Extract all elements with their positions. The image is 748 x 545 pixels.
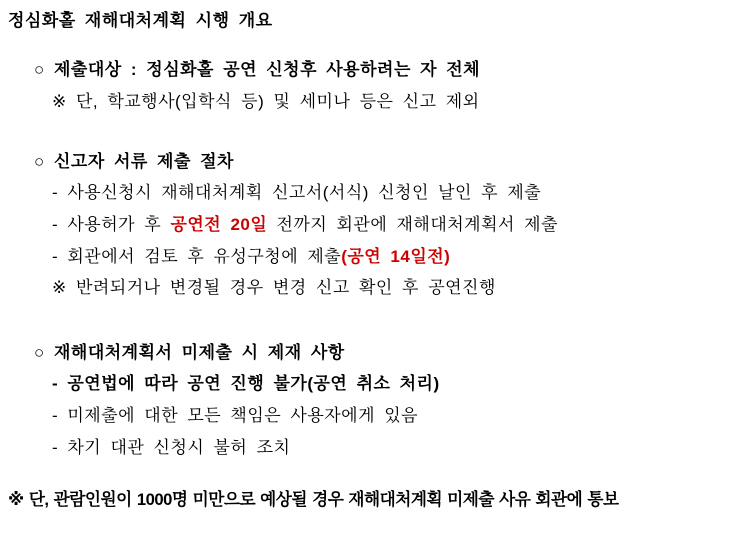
procedure-item3-red-highlight: (공연 14일전) [341,247,451,266]
procedure-item-deadline-20days [52,214,558,236]
section-procedure-heading: ○ 신고자 서류 제출 절차 [34,152,234,171]
procedure-item-review-14days [52,246,450,268]
sanction-item-future-rental: - 차기 대관 신청시 불허 조치 [52,438,291,457]
sanction-item-cancellation: - 공연법에 따라 공연 진행 불가(공연 취소 처리) [52,374,440,393]
section-submission-target-heading: ○ 제출대상 : 정심화홀 공연 신청후 사용하려는 자 전체 [34,60,481,79]
sanction-item-responsibility: - 미제출에 대한 모든 책임은 사용자에게 있음 [52,406,419,425]
procedure-item3-text-pre: - 회관에서 검토 후 유성구청에 제출 [52,247,342,266]
procedure-item2-text-pre: - 사용허가 후 [52,215,171,234]
document-title: 정심화홀 재해대처계획 시행 개요 [8,11,273,30]
section-submission-target-note: ※ 단, 학교행사(입학식 등) 및 세미나 등은 신고 제외 [52,92,480,111]
procedure-item2-red-highlight: 공연전 20일 [170,215,268,234]
section-procedure-note: ※ 반려되거나 변경될 경우 변경 신고 확인 후 공연진행 [52,278,496,297]
document-footnote: ※ 단, 관람인원이 1000명 미만으로 예상될 경우 재해대처계획 미제출 사유 회관에 통보 [8,490,619,509]
procedure-item2-text-post: 전까지 회관에 재해대처계획서 제출 [267,215,559,234]
procedure-item-application: - 사용신청시 재해대처계획 신고서(서식) 신청인 날인 후 제출 [52,183,542,202]
section-sanctions-heading: ○ 재해대처계획서 미제출 시 제재 사항 [34,343,345,362]
